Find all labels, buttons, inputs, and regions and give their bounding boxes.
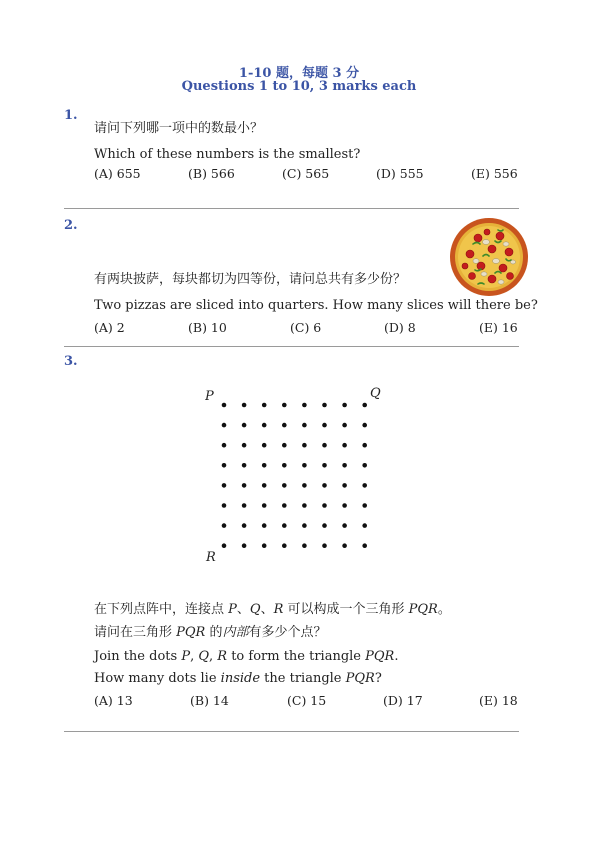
option-e: (E) 16 — [479, 320, 518, 335]
grid-dot — [322, 443, 327, 448]
grid-dot — [342, 523, 347, 528]
grid-dot — [362, 543, 367, 548]
option-e: (E) 18 — [479, 693, 518, 708]
grid-dot — [282, 403, 287, 408]
grid-dot — [322, 543, 327, 548]
grid-dot — [282, 463, 287, 468]
grid-dot — [282, 503, 287, 508]
option-e: (E) 556 — [471, 166, 518, 181]
grid-dot — [222, 543, 227, 548]
grid-dot — [242, 403, 247, 408]
grid-dot — [242, 443, 247, 448]
grid-dot — [362, 463, 367, 468]
question-number: 1. — [64, 108, 78, 123]
grid-dot — [222, 483, 227, 488]
grid-dot — [342, 483, 347, 488]
grid-dot — [362, 443, 367, 448]
grid-dot — [282, 423, 287, 428]
grid-dot — [302, 423, 307, 428]
option-c: (C) 565 — [282, 166, 330, 181]
grid-dot — [322, 523, 327, 528]
grid-dot — [262, 403, 267, 408]
grid-dot — [322, 503, 327, 508]
grid-dot — [262, 543, 267, 548]
option-b: (B) 14 — [190, 693, 229, 708]
grid-dot — [262, 443, 267, 448]
grid-dot — [262, 463, 267, 468]
question-text-chinese: 有两块披萨，每块都切为四等份，请问总共有多少份？ — [94, 272, 407, 287]
question-text-english: Which of these numbers is the smallest? — [94, 147, 361, 162]
grid-dot — [222, 403, 227, 408]
question-text-chinese-line2: 请问在三角形 PQR 的内部有多少个点？ — [94, 625, 327, 640]
grid-dot — [242, 523, 247, 528]
point-label-r: R — [206, 550, 216, 565]
grid-dot — [222, 463, 227, 468]
grid-dot — [342, 463, 347, 468]
option-a: (A) 2 — [94, 320, 125, 335]
question-number: 3. — [64, 354, 78, 369]
grid-dot — [282, 443, 287, 448]
grid-dot — [362, 483, 367, 488]
grid-dot — [222, 523, 227, 528]
grid-dot — [262, 523, 267, 528]
option-d: (D) 17 — [383, 693, 423, 708]
question-text-chinese: 请问下列哪一项中的数最小？ — [94, 121, 264, 136]
dot-grid — [205, 385, 385, 569]
grid-dot — [342, 403, 347, 408]
grid-dot — [302, 403, 307, 408]
grid-dot — [302, 523, 307, 528]
option-d: (D) 8 — [384, 320, 416, 335]
option-b: (B) 10 — [188, 320, 227, 335]
grid-dot — [302, 503, 307, 508]
grid-dot — [242, 543, 247, 548]
grid-dot — [362, 403, 367, 408]
grid-dot — [302, 483, 307, 488]
option-d: (D) 555 — [376, 166, 424, 181]
question-number: 2. — [64, 218, 78, 233]
question-text-english: Two pizzas are sliced into quarters. How many slices will there be? — [94, 298, 538, 313]
grid-dot — [242, 463, 247, 468]
grid-dot — [282, 483, 287, 488]
grid-dot — [222, 443, 227, 448]
option-c: (C) 6 — [290, 320, 322, 335]
grid-dot — [342, 503, 347, 508]
grid-dot — [322, 463, 327, 468]
option-b: (B) 566 — [188, 166, 235, 181]
divider — [64, 731, 519, 732]
grid-dot — [282, 543, 287, 548]
question-text-english-line1: Join the dots P, Q, R to form the triangle PQR. — [94, 649, 399, 664]
question-text-english-line2: How many dots lie inside the triangle PQR? — [94, 671, 382, 686]
section-title: 1-10 题，每题 3 分 — [238, 66, 360, 81]
grid-dot — [342, 543, 347, 548]
grid-dot — [362, 503, 367, 508]
grid-dot — [302, 443, 307, 448]
pizza-illustration — [448, 216, 530, 302]
grid-dot — [242, 483, 247, 488]
section-subtitle: Questions 1 to 10, 3 marks each — [181, 79, 417, 94]
grid-dot — [342, 423, 347, 428]
grid-dot — [302, 463, 307, 468]
point-label-p: P — [205, 389, 214, 404]
grid-dot — [262, 423, 267, 428]
grid-dot — [282, 523, 287, 528]
grid-dot — [322, 483, 327, 488]
grid-dot — [222, 423, 227, 428]
grid-dot — [262, 503, 267, 508]
grid-dot — [262, 483, 267, 488]
grid-dot — [322, 423, 327, 428]
grid-dot — [222, 503, 227, 508]
divider — [64, 208, 519, 209]
grid-dot — [242, 503, 247, 508]
question-text-chinese-line1: 在下列点阵中，连接点 P、Q、R 可以构成一个三角形 PQR。 — [94, 602, 451, 617]
grid-dot — [362, 523, 367, 528]
grid-dot — [362, 423, 367, 428]
option-a: (A) 655 — [94, 166, 141, 181]
point-label-q: Q — [370, 386, 381, 401]
option-c: (C) 15 — [287, 693, 327, 708]
grid-dot — [342, 443, 347, 448]
grid-dot — [322, 403, 327, 408]
divider — [64, 346, 519, 347]
grid-dot — [302, 543, 307, 548]
option-a: (A) 13 — [94, 693, 133, 708]
grid-dot — [242, 423, 247, 428]
